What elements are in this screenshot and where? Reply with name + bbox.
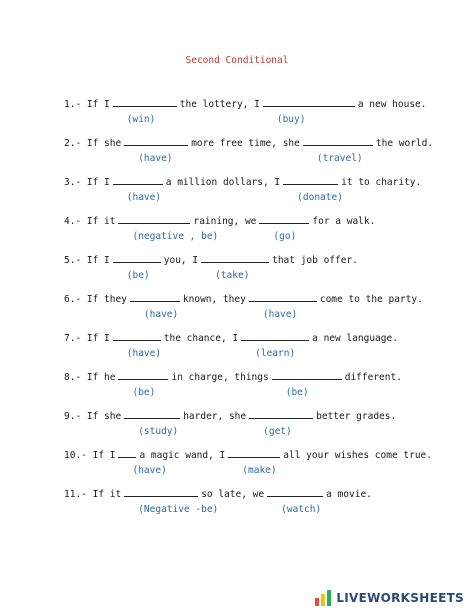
answer-blank[interactable]: [130, 290, 180, 302]
exercise-sentence: [64, 173, 421, 190]
verb-hint: (take): [215, 270, 250, 281]
verb-hint: (negative , be): [132, 231, 219, 242]
answer-blank[interactable]: [201, 251, 269, 263]
answer-blank[interactable]: [283, 173, 338, 185]
answer-blank[interactable]: [259, 212, 309, 224]
sentence-text: better grades.: [316, 411, 397, 422]
verb-hint: (buy): [276, 114, 306, 125]
verb-hint: (be): [126, 270, 150, 281]
exercise-sentence: [64, 407, 396, 424]
sentence-text: the chance, I: [163, 333, 239, 344]
exercise-item: [0, 329, 474, 368]
exercise-sentence: [64, 134, 433, 151]
sentence-text: harder, she: [183, 411, 247, 422]
answer-blank[interactable]: [228, 446, 280, 458]
sentence-text: raining, we: [193, 216, 257, 227]
sentence-text: in charge, things: [171, 372, 269, 383]
sentence-text: all your wishes come true.: [283, 450, 432, 461]
verb-hint: (be): [132, 387, 156, 398]
answer-blank[interactable]: [241, 329, 309, 341]
sentence-text: 7.- If I: [64, 333, 110, 344]
exercise-sentence: [64, 329, 398, 346]
exercise-item: [0, 95, 474, 134]
verb-hint: (Negative -be): [138, 504, 219, 515]
sentence-text: you, I: [163, 255, 199, 266]
sentence-text: 4.- If it: [64, 216, 116, 227]
exercise-sentence: [64, 485, 372, 502]
sentence-text: different.: [344, 372, 402, 383]
verb-hint: (get): [263, 426, 292, 437]
sentence-text: that job offer.: [272, 255, 358, 266]
verb-hint: (win): [126, 114, 156, 125]
answer-blank[interactable]: [124, 134, 188, 146]
exercise-sentence: [64, 368, 402, 385]
sentence-text: so late, we: [201, 489, 265, 500]
sentence-text: a new house.: [357, 99, 427, 110]
answer-blank[interactable]: [118, 446, 136, 458]
verb-hint: (have): [262, 309, 298, 320]
answer-blank[interactable]: [272, 368, 342, 380]
exercise-sentence: [64, 290, 423, 307]
sentence-text: 9.- If she: [64, 411, 122, 422]
sentence-text: a new language.: [312, 333, 398, 344]
sentence-text: a million dollars, I: [165, 177, 281, 188]
liveworksheets-logo-icon: [314, 589, 332, 607]
answer-blank[interactable]: [113, 329, 161, 341]
exercise-item: [0, 290, 474, 329]
answer-blank[interactable]: [249, 290, 317, 302]
sentence-text: a magic wand, I: [139, 450, 226, 461]
exercise-item: [0, 485, 474, 524]
verb-hint: (go): [273, 231, 297, 242]
answer-blank[interactable]: [113, 95, 177, 107]
sentence-text: 3.- If I: [64, 177, 110, 188]
verb-hint: (have): [126, 348, 162, 359]
footer-brand[interactable]: [314, 589, 464, 607]
verb-hint: (have): [138, 153, 173, 164]
answer-blank[interactable]: [124, 407, 180, 419]
verb-hint: (travel): [316, 153, 363, 164]
sentence-text: more free time, she: [191, 138, 300, 149]
verb-hint: (be): [285, 387, 309, 398]
brand-name: LIVEWORKSHEETS: [336, 591, 464, 605]
sentence-text: 8.- If he: [64, 372, 116, 383]
answer-blank[interactable]: [113, 173, 163, 185]
verb-hint: (study): [138, 426, 179, 437]
answer-blank[interactable]: [303, 134, 373, 146]
answer-blank[interactable]: [249, 407, 313, 419]
sentence-text: 5.- If I: [64, 255, 110, 266]
verb-hint: (donate): [297, 192, 343, 203]
exercise-sentence: [64, 212, 375, 229]
sentence-text: it to charity.: [341, 177, 422, 188]
exercise-item: [0, 407, 474, 446]
sentence-text: come to the party.: [319, 294, 423, 305]
sentence-text: the lottery, I: [179, 99, 260, 110]
verb-hint: (make): [242, 465, 277, 476]
exercise-item: [0, 368, 474, 407]
sentence-text: for a walk.: [312, 216, 376, 227]
sentence-text: 10.- If I: [64, 450, 116, 461]
sentence-text: known, they: [182, 294, 246, 305]
exercise-item: [0, 212, 474, 251]
answer-blank[interactable]: [118, 212, 190, 224]
verb-hint: (have): [143, 309, 179, 320]
page-title: Second Conditional: [185, 55, 289, 66]
sentence-text: 6.- If they: [64, 294, 127, 305]
exercise-item: [0, 446, 474, 485]
exercise-item: [0, 134, 474, 173]
sentence-text: 1.- If I: [64, 99, 110, 110]
exercise-sentence: [64, 251, 358, 268]
verb-hint: (watch): [281, 504, 322, 515]
sentence-text: the world.: [375, 138, 434, 149]
verb-hint: (have): [126, 192, 162, 203]
answer-blank[interactable]: [113, 251, 161, 263]
answer-blank[interactable]: [267, 485, 323, 497]
verb-hint: (learn): [255, 348, 296, 359]
sentence-text: a movie.: [326, 489, 372, 500]
verb-hint: (have): [132, 465, 167, 476]
exercise-sentence: [64, 95, 426, 112]
answer-blank[interactable]: [124, 485, 198, 497]
answer-blank[interactable]: [118, 368, 168, 380]
sentence-text: 2.- If she: [64, 138, 122, 149]
answer-blank[interactable]: [263, 95, 355, 107]
exercise-item: [0, 173, 474, 212]
exercise-item: [0, 251, 474, 290]
sentence-text: 11.- If it: [64, 489, 122, 500]
exercise-sentence: [64, 446, 432, 463]
